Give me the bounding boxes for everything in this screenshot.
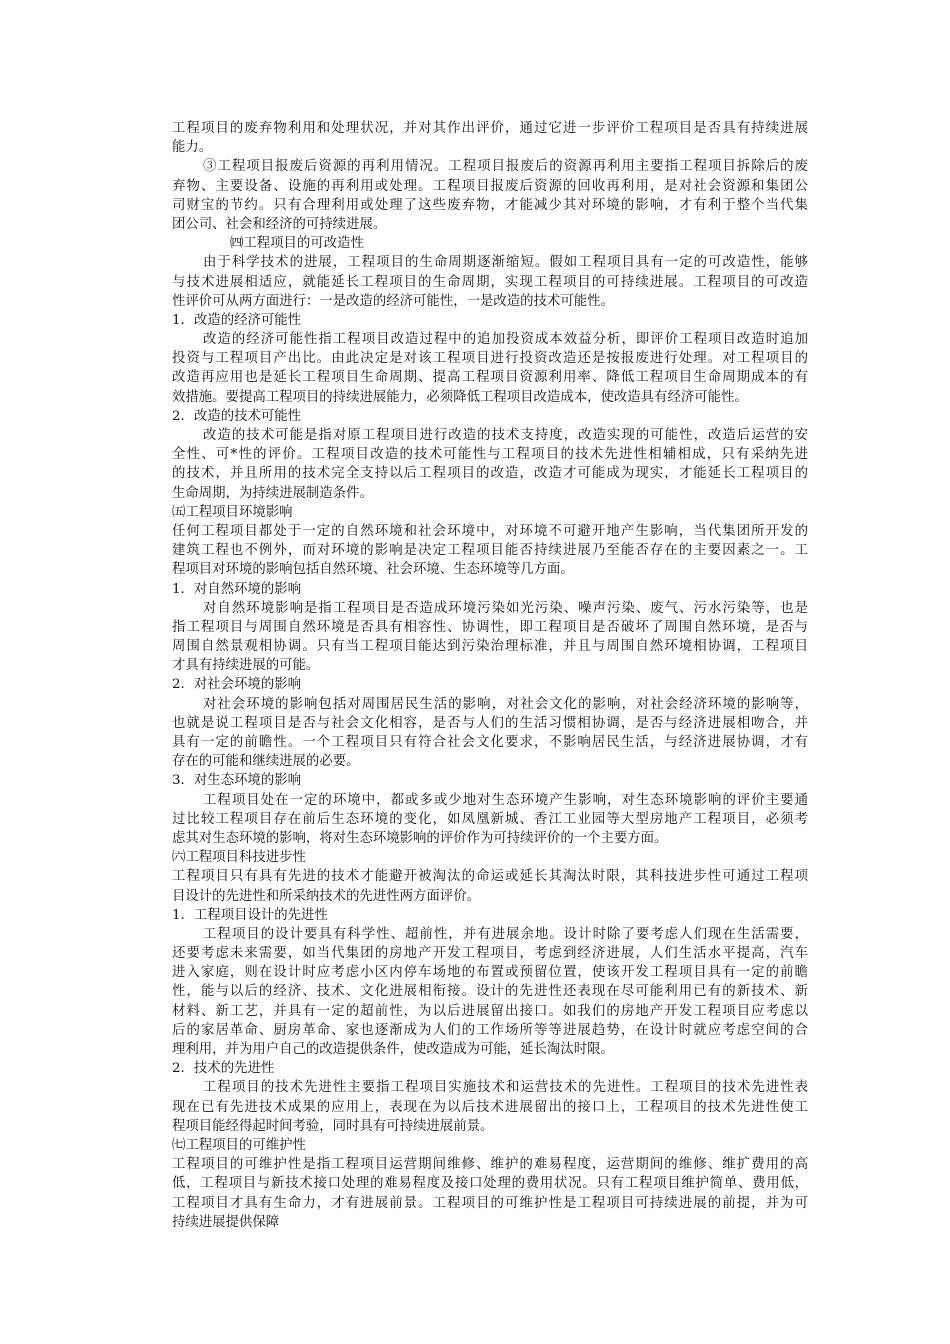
text-line: 生命周期，为持续进展制造条件。 xyxy=(172,485,373,501)
text-line: 性，能与以后的经济、技术、文化进展相衔接。设计的先进性还表现在尽可能利用已有的新技术、新 xyxy=(172,984,808,1000)
text-line: 3．对生态环境的影响 xyxy=(172,773,302,789)
text-line: 工程项目只有具有先进的技术才能避开被淘汰的命运或延长其淘汰时限，其科技进步性可通过工程项 xyxy=(172,869,808,885)
document-page xyxy=(172,119,808,1232)
text-line: 2．对社会环境的影响 xyxy=(172,677,302,693)
text-line: 工程项目处在一定的环境中，都或多或少地对生态环境产生影响，对生态环境影响的评价主要通 xyxy=(203,792,808,808)
text-line: 现在已有先进技术成果的应用上，表现在为以后技术进展留出的接口上，工程项目的技术先进性使工 xyxy=(172,1099,808,1115)
text-line: 改造再应用也是延长工程项目生命周期、提高工程项目资源利用率、降低工程项目生命周期成本的有 xyxy=(172,370,808,386)
text-line: 程项目能经得起时间考验，同时具有可持续进展前景。 xyxy=(172,1118,494,1134)
text-line: 周围自然景观相协调。只有当工程项目能达到污染治理标准，并且与周围自然环境相协调，工程项目 xyxy=(172,639,808,655)
text-line: 与技术进展相适应，就能延长工程项目的生命周期，实现工程项目的可持续进展。工程项目的可改造 xyxy=(172,274,808,290)
text-line: ③工程项目报废后资源的再利用情况。工程项目报废后的资源再利用主要指工程项目拆除后的废 xyxy=(203,159,808,175)
text-line: 司财宝的节约。只有合理利用或处理了这些废弃物，才能减少其对环境的影响，才有利于整个当代集 xyxy=(172,197,808,213)
text-line: ㈣工程项目的可改造性 xyxy=(230,236,364,252)
text-line: 存在的可能和继续进展的必要。 xyxy=(172,754,360,770)
text-line: 全性、可*性的评价。工程项目改造的技术可能性与工程项目的技术先进性相辅相成，只有采纳先进 xyxy=(172,447,808,463)
text-line: 过比较工程项目存在前后生态环境的变化，如凤凰新城、香江工业园等大型房地产工程项目，必须考 xyxy=(172,811,808,827)
text-line: 工程项目的技术先进性主要指工程项目实施技术和运营技术的先进性。工程项目的技术先进性表 xyxy=(203,1080,808,1096)
text-line: 低，工程项目与新技术接口处理的难易程度及接口处理的费用状况。只有工程项目维护简单、费用低， xyxy=(172,1176,808,1192)
text-line: 还要考虑未来需要，如当代集团的房地产开发工程项目，考虑到经济进展，人们生活水平提高，汽车 xyxy=(172,946,808,962)
text-line: 也就是说工程项目是否与社会文化相容，是否与人们的生活习惯相协调，是否与经济进展相吻合，并 xyxy=(172,715,808,731)
text-line: 效措施。要提高工程项目的持续进展能力，必须降低工程项目改造成本，使改造具有经济可能性。 xyxy=(172,389,748,405)
text-line: 进入家庭，则在设计时应考虑小区内停车场地的布置或预留位置，使该开发工程项目具有一定的前瞻 xyxy=(172,965,808,981)
text-line: 工程项目的设计要具有科学性、超前性，并有进展余地。设计时除了要考虑人们现在生活需要， xyxy=(203,926,808,942)
text-line: ㈤工程项目环境影响 xyxy=(172,504,293,520)
text-line: 投资与工程项目产出比。由此决定是对该工程项目进行投资改造还是按报废进行处理。对工程项目的 xyxy=(172,351,808,367)
text-line: ㈦工程项目的可维护性 xyxy=(172,1137,306,1153)
text-line: 才具有持续进展的可能。 xyxy=(172,658,320,674)
text-line: 能力。 xyxy=(172,140,213,156)
text-line: 工程项目的可维护性是指工程项目运营期间维修、维护的难易程度，运营期间的维修、维扩费用的高 xyxy=(172,1157,808,1173)
text-line: 1．改造的经济可能性 xyxy=(172,312,302,328)
text-line: 程项目对环境的影响包括自然环境、社会环境、生态环境等几方面。 xyxy=(172,562,574,578)
text-line: ㈥工程项目科技进步性 xyxy=(172,850,306,866)
text-line: 后的家居革命、厨房革命、家也逐渐成为人们的工作场所等等进展趋势，在设计时就应考虑空间的合 xyxy=(172,1022,808,1038)
text-line: 工程项目的废弃物利用和处理状况，并对其作出评价，通过它进一步评价工程项目是否具有持续进展 xyxy=(172,121,808,136)
text-line: 弃物、主要设备、设施的再利用或处理。工程项目报废后资源的回收再利用，是对社会资源和集团公 xyxy=(172,178,808,194)
text-line: 理利用，并为用户自己的改造提供条件，使改造成为可能，延长淘汰时限。 xyxy=(172,1042,614,1057)
text-line: 2．技术的先进性 xyxy=(172,1061,275,1077)
text-line: 具有一定的前瞻性。一个工程项目只有符合社会文化要求，不影响居民生活，与经济进展协调，才有 xyxy=(172,735,808,750)
text-line: 改造的技术可能是指对原工程项目进行改造的技术支持度，改造实现的可能性，改造后运营的安 xyxy=(203,428,808,443)
text-line: 目设计的先进性和所采纳技术的先进性两方面评价。 xyxy=(172,888,480,904)
text-line: 由于科学技术的进展，工程项目的生命周期逐渐缩短。假如工程项目具有一定的可改造性，能够 xyxy=(203,255,808,271)
text-line: 持续进展提供保障 xyxy=(172,1214,280,1230)
text-line: 1．对自然环境的影响 xyxy=(172,581,302,597)
text-line: 对自然环境影响是指工程项目是否造成环境污染如光污染、噪声污染、废气、污水污染等，也是 xyxy=(203,600,808,616)
text-line: 虑其对生态环境的影响，将对生态环境影响的评价作为可持续评价的一个主要方面。 xyxy=(172,830,668,846)
text-line: 建筑工程也不例外，而对环境的影响是决定工程项目能否持续进展乃至能否存在的主要因素之一。工 xyxy=(172,543,808,559)
text-line: 指工程项目与周围自然环境是否具有相容性、协调性，即工程项目是否破坏了周围自然环境，是否与 xyxy=(172,619,808,635)
text-line: 2．改造的技术可能性 xyxy=(172,408,302,424)
text-line: 的技术，并且所用的技术完全支持以后工程项目的改造，改造才可能成为现实，才能延长工程项目的 xyxy=(172,466,808,482)
text-line: 性评价可从两方面进行：一是改造的经济可能性，一是改造的技术可能性。 xyxy=(172,293,614,309)
text-line: 改造的经济可能性指工程项目改造过程中的追加投资成本效益分析，即评价工程项目改造时追加 xyxy=(203,332,808,348)
text-line: 任何工程项目都处于一定的自然环境和社会环境中，对环境不可避开地产生影响，当代集团所开发的 xyxy=(172,523,808,539)
text-line: 1．工程项目设计的先进性 xyxy=(172,907,328,923)
text-line: 材料、新工艺，并具有一定的超前性，为以后进展留出接口。如我们的房地产开发工程项目应考虑以 xyxy=(172,1003,808,1019)
text-line: 对社会环境的影响包括对周围居民生活的影响，对社会文化的影响，对社会经济环境的影响等， xyxy=(203,696,808,712)
text-line: 团公司、社会和经济的可持续进展。 xyxy=(172,216,387,232)
text-line: 工程项目才具有生命力，才有进展前景。工程项目的可维护性是工程项目可持续进展的前提，并为可 xyxy=(172,1195,808,1211)
